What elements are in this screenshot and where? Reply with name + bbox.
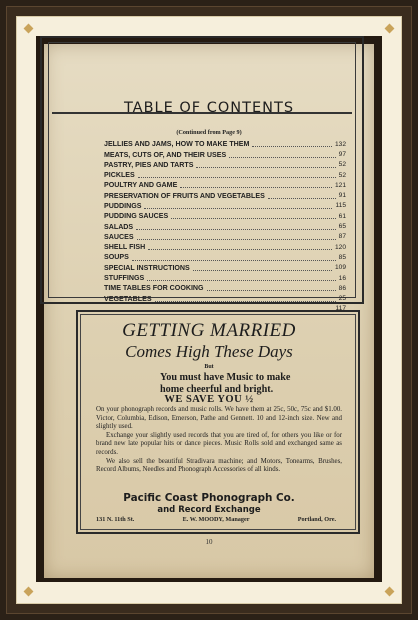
- toc-entry: [104, 282, 346, 292]
- toc-entry: [104, 138, 346, 148]
- toc-entry: [104, 200, 346, 210]
- ad-paragraph: We also sell the beautiful Stradivara machine; and Motors, Tonearms, Brushes, Record Albums, Needles and Phonograph Accessories of all kinds.: [96, 457, 342, 474]
- toc-title: TABLE OF CONTENTS: [123, 100, 295, 116]
- toc-leader-dots: [207, 290, 336, 291]
- ad-footer: [96, 516, 336, 523]
- corner-ornament-icon: [24, 587, 34, 597]
- toc-entry-label: PUDDING SAUCES: [104, 212, 169, 221]
- toc-leader-dots: [268, 198, 336, 199]
- toc-entry-label: PASTRY, PIES AND TARTS: [104, 160, 194, 169]
- toc-entry-label: SAUCES: [104, 232, 134, 241]
- ad-paragraph: Exchange your slightly used records that you are tired of, for others you like or for brand new late popular hits or dance pieces. Music Rolls sold and exchanged same as records.: [96, 431, 342, 456]
- toc-leader-dots: [147, 280, 335, 281]
- toc-leader-dots: [148, 249, 332, 250]
- toc-leader-dots: [252, 146, 332, 147]
- ad-address: 131 N. 11th St.: [96, 516, 135, 523]
- toc-entry-label: JELLIES AND JAMS, HOW TO MAKE THEM: [104, 140, 250, 149]
- ad-paragraph: On your phonograph records and music rolls. We have them at 25c, 50c, 75c and $1.00. Victor, Columbia, Edison, Emerson, Pathe and Gennett. 10 and 12-inch size. New and slightly used.: [96, 406, 342, 431]
- toc-entry-label: PICKLES: [104, 171, 135, 180]
- ad-company-subtitle: and Record Exchange: [157, 505, 261, 515]
- toc-entry: [104, 148, 346, 158]
- ad-subheadline: Comes High These Days: [125, 342, 293, 361]
- ad-music-line: home cheerful and bright.: [160, 383, 274, 395]
- toc-entry-label: PUDDINGS: [104, 201, 142, 210]
- toc-leader-dots: [144, 208, 332, 209]
- toc-entry-label: SPECIAL INSTRUCTIONS: [104, 263, 190, 272]
- toc-leader-dots: [137, 239, 336, 240]
- toc-entry-label: PRESERVATION OF FRUITS AND VEGETABLES: [104, 191, 265, 200]
- toc-entry-label: STUFFINGS: [104, 274, 145, 283]
- toc-entry-page: 52: [338, 161, 346, 169]
- toc-leader-dots: [196, 167, 335, 168]
- corner-ornament-icon: [385, 24, 395, 34]
- toc-entry-page: 86: [338, 284, 346, 292]
- corner-ornament-icon: [24, 24, 34, 34]
- toc-leader-dots: [136, 229, 335, 230]
- toc-entry: [104, 231, 346, 241]
- toc-entry-page: 109: [334, 264, 346, 272]
- toc-entry: [104, 189, 346, 199]
- toc-entry-label: SOUPS: [104, 253, 129, 262]
- toc-leader-dots: [138, 177, 336, 178]
- toc-list: [104, 138, 346, 313]
- toc-entry: [104, 262, 346, 272]
- toc-entry-page: 91: [338, 192, 346, 200]
- ad-city: Portland, Ore.: [297, 516, 336, 523]
- toc-entry-page: 115: [335, 202, 346, 210]
- ad-body-text: [96, 406, 342, 475]
- toc-entry-page: 65: [338, 223, 346, 231]
- toc-continued-note: (Continued from Page 9): [176, 129, 242, 136]
- toc-entry-page: 52: [338, 171, 346, 179]
- corner-ornament-icon: [385, 587, 395, 597]
- ad-company-name: Pacific Coast Phonograph Co.: [123, 492, 295, 504]
- toc-leader-dots: [132, 260, 336, 261]
- toc-leader-dots: [193, 270, 332, 271]
- toc-leader-dots: [171, 218, 335, 219]
- toc-entry-label: SHELL FISH: [104, 243, 146, 252]
- toc-leader-dots: [180, 187, 332, 188]
- toc-entry-page: 121: [334, 181, 346, 189]
- toc-leader-dots: [155, 301, 336, 302]
- toc-entry-page: 120: [334, 243, 346, 251]
- ad-music-text: [160, 372, 320, 395]
- toc-entry: [104, 159, 346, 169]
- toc-entry-label: VEGETABLES: [104, 294, 152, 303]
- ad-manager: E. W. MOODY, Manager: [182, 516, 250, 523]
- toc-entry-label: TIME TABLES FOR COOKING: [104, 284, 204, 293]
- toc-entry: [104, 251, 346, 261]
- toc-leader-dots: [229, 157, 335, 158]
- toc-entry: [104, 210, 346, 220]
- ad-but-word: But: [204, 364, 214, 370]
- toc-entry-page: 97: [338, 151, 346, 158]
- toc-entry-page: 61: [338, 212, 346, 220]
- toc-entry: [104, 220, 346, 230]
- toc-entry-label: SALADS: [104, 222, 134, 231]
- toc-entry-label: POULTRY AND GAME: [104, 181, 178, 190]
- toc-entry: [104, 169, 346, 179]
- toc-entry-page: 85: [338, 253, 346, 261]
- ad-save-slogan: WE SAVE YOU ½: [164, 394, 254, 405]
- toc-entry-page: 132: [334, 140, 346, 148]
- toc-entry: [104, 292, 346, 302]
- toc-entry-page: 117: [335, 305, 346, 313]
- toc-entry-page: 25: [338, 295, 346, 303]
- toc-entry-page: 16: [338, 274, 346, 282]
- toc-entry: [104, 272, 346, 282]
- toc-entry-page: 87: [338, 233, 346, 241]
- toc-entry: [104, 179, 346, 189]
- toc-entry: [104, 241, 346, 251]
- page-number: 10: [205, 538, 213, 546]
- ad-headline: GETTING MARRIED: [122, 320, 296, 341]
- ad-music-line: You must have Music to make: [160, 372, 291, 383]
- toc-entry-label: MEATS, CUTS OF, AND THEIR USES: [104, 150, 227, 159]
